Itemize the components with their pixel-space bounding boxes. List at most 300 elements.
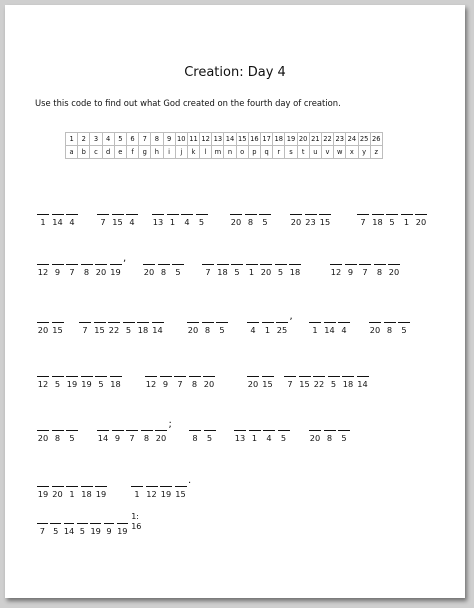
- letter-blank[interactable]: [37, 311, 49, 335]
- answer-line[interactable]: [305, 203, 317, 215]
- answer-line[interactable]: [172, 253, 184, 265]
- answer-line[interactable]: [112, 419, 124, 431]
- answer-line[interactable]: [276, 311, 288, 323]
- letter-blank[interactable]: [401, 203, 413, 227]
- answer-line[interactable]: [110, 253, 122, 265]
- puzzle-word: [234, 419, 292, 443]
- letter-blank[interactable]: [415, 203, 427, 227]
- letter-blank[interactable]: [263, 419, 275, 443]
- clue-number: 8: [143, 433, 150, 443]
- letter-blank[interactable]: [345, 253, 357, 277]
- answer-line[interactable]: [384, 311, 396, 323]
- letter-blank[interactable]: [189, 419, 201, 443]
- answer-line[interactable]: [110, 365, 122, 377]
- answer-line[interactable]: [398, 311, 410, 323]
- answer-line[interactable]: [187, 311, 199, 323]
- letter-blank[interactable]: [37, 475, 49, 499]
- answer-line[interactable]: [95, 253, 107, 265]
- answer-line[interactable]: [181, 203, 193, 215]
- letter-blank[interactable]: [187, 311, 199, 335]
- answer-line[interactable]: [202, 311, 214, 323]
- letter-blank[interactable]: [117, 512, 128, 536]
- answer-line[interactable]: [64, 512, 75, 524]
- letter-blank[interactable]: [167, 203, 179, 227]
- letter-blank[interactable]: [357, 365, 369, 389]
- answer-line[interactable]: [152, 203, 164, 215]
- letter-blank[interactable]: [262, 365, 274, 389]
- letter-blank[interactable]: [398, 311, 410, 335]
- letter-blank[interactable]: [289, 253, 301, 277]
- answer-line[interactable]: [388, 253, 400, 265]
- answer-line[interactable]: [275, 253, 287, 265]
- letter-blank[interactable]: [95, 365, 107, 389]
- answer-line[interactable]: [81, 365, 93, 377]
- answer-line[interactable]: [37, 512, 48, 524]
- answer-line[interactable]: [372, 203, 384, 215]
- code-letter-cell: m: [212, 146, 224, 159]
- letter-blank[interactable]: [196, 203, 208, 227]
- letter-blank[interactable]: [37, 512, 48, 536]
- clue-number: 20: [230, 217, 242, 227]
- answer-line[interactable]: [52, 253, 64, 265]
- answer-line[interactable]: [386, 203, 398, 215]
- clue-number: 7: [129, 433, 135, 443]
- letter-blank[interactable]: [275, 253, 287, 277]
- letter-blank[interactable]: [384, 311, 396, 335]
- answer-line[interactable]: [50, 512, 61, 524]
- answer-line[interactable]: [359, 253, 371, 265]
- answer-line[interactable]: [290, 203, 302, 215]
- answer-line[interactable]: [167, 203, 179, 215]
- clue-number: 20: [95, 267, 107, 277]
- letter-blank[interactable]: [374, 253, 386, 277]
- answer-line[interactable]: [324, 311, 336, 323]
- answer-line[interactable]: [324, 419, 336, 431]
- answer-line[interactable]: [145, 365, 157, 377]
- letter-blank[interactable]: [247, 365, 259, 389]
- letter-blank[interactable]: [260, 253, 272, 277]
- answer-line[interactable]: [175, 475, 187, 487]
- letter-blank[interactable]: [234, 419, 246, 443]
- clue-number: 19: [90, 526, 101, 536]
- letter-blank[interactable]: [259, 203, 271, 227]
- answer-line[interactable]: [37, 365, 49, 377]
- letter-blank[interactable]: [160, 475, 172, 499]
- letter-blank[interactable]: [155, 419, 167, 443]
- answer-line[interactable]: [203, 365, 215, 377]
- letter-blank[interactable]: [81, 253, 93, 277]
- answer-line[interactable]: [345, 253, 357, 265]
- puzzle-word: [230, 203, 274, 227]
- clue-number: 20: [155, 433, 167, 443]
- answer-line[interactable]: [126, 419, 138, 431]
- letter-blank[interactable]: [276, 311, 288, 335]
- letter-blank[interactable]: [313, 365, 325, 389]
- letter-blank[interactable]: [77, 512, 88, 536]
- letter-blank[interactable]: [146, 475, 158, 499]
- letter-blank[interactable]: [319, 203, 331, 227]
- clue-number: 7: [205, 267, 211, 277]
- letter-blank[interactable]: [81, 475, 93, 499]
- letter-blank[interactable]: [245, 203, 257, 227]
- letter-blank[interactable]: [386, 203, 398, 227]
- answer-line[interactable]: [247, 311, 259, 323]
- clue-number: 7: [100, 217, 106, 227]
- letter-blank[interactable]: [95, 253, 107, 277]
- answer-line[interactable]: [126, 203, 138, 215]
- letter-blank[interactable]: [145, 365, 157, 389]
- letter-blank[interactable]: [359, 253, 371, 277]
- letter-blank[interactable]: [52, 419, 64, 443]
- letter-blank[interactable]: [305, 203, 317, 227]
- answer-line[interactable]: [217, 253, 229, 265]
- answer-line[interactable]: [174, 365, 186, 377]
- clue-number: 8: [326, 433, 333, 443]
- letter-blank[interactable]: [50, 512, 61, 536]
- answer-line[interactable]: [338, 311, 350, 323]
- letter-blank[interactable]: [108, 311, 120, 335]
- puzzle-word: [189, 419, 218, 443]
- answer-line[interactable]: [117, 512, 128, 524]
- letter-blank[interactable]: [328, 365, 340, 389]
- clue-number: 7: [362, 267, 368, 277]
- clue-number: 8: [376, 267, 383, 277]
- clue-number: 19: [95, 489, 107, 499]
- clue-number: 8: [160, 267, 167, 277]
- letter-blank[interactable]: [66, 475, 78, 499]
- answer-line[interactable]: [81, 253, 93, 265]
- answer-line[interactable]: [202, 253, 214, 265]
- answer-line[interactable]: [155, 419, 167, 431]
- answer-line[interactable]: [263, 419, 275, 431]
- clue-number: 14: [52, 217, 63, 227]
- letter-blank[interactable]: [131, 475, 143, 499]
- answer-line[interactable]: [95, 365, 107, 377]
- clue-number: 15: [52, 325, 63, 335]
- clue-number: 14: [324, 325, 335, 335]
- code-letter-cell: w: [334, 146, 346, 159]
- code-number-cell: 3: [90, 133, 102, 146]
- code-letter-cell: p: [248, 146, 260, 159]
- answer-line[interactable]: [234, 419, 246, 431]
- letter-blank[interactable]: [66, 419, 78, 443]
- letter-blank[interactable]: [152, 311, 164, 335]
- answer-line[interactable]: [196, 203, 208, 215]
- answer-line[interactable]: [309, 419, 321, 431]
- answer-line[interactable]: [52, 365, 64, 377]
- letter-blank[interactable]: [37, 419, 49, 443]
- answer-line[interactable]: [131, 475, 143, 487]
- letter-blank[interactable]: [246, 253, 258, 277]
- answer-line[interactable]: [357, 365, 369, 377]
- letter-blank[interactable]: [37, 203, 49, 227]
- clue-number: 5: [125, 325, 132, 335]
- letter-blank[interactable]: [338, 311, 350, 335]
- answer-line[interactable]: [249, 419, 261, 431]
- letter-blank[interactable]: [81, 365, 93, 389]
- answer-line[interactable]: [189, 365, 201, 377]
- puzzle-word: [357, 203, 430, 227]
- letter-blank[interactable]: [158, 253, 170, 277]
- letter-blank[interactable]: [95, 475, 107, 499]
- answer-line[interactable]: [112, 203, 124, 215]
- answer-line[interactable]: [37, 475, 49, 487]
- answer-line[interactable]: [37, 311, 49, 323]
- answer-line[interactable]: [259, 203, 271, 215]
- answer-line[interactable]: [289, 253, 301, 265]
- letter-blank[interactable]: [284, 365, 296, 389]
- letter-blank[interactable]: [112, 419, 124, 443]
- answer-line[interactable]: [319, 203, 331, 215]
- answer-line[interactable]: [374, 253, 386, 265]
- clue-number: 5: [53, 526, 59, 536]
- letter-blank[interactable]: [357, 203, 369, 227]
- answer-line[interactable]: [299, 365, 311, 377]
- answer-line[interactable]: [52, 419, 64, 431]
- letter-blank[interactable]: [278, 419, 290, 443]
- letter-blank[interactable]: [388, 253, 400, 277]
- answer-line[interactable]: [94, 311, 106, 323]
- letter-blank[interactable]: [79, 311, 91, 335]
- code-number-cell: 13: [212, 133, 224, 146]
- answer-line[interactable]: [37, 253, 49, 265]
- clue-number: 9: [162, 379, 169, 389]
- letter-blank[interactable]: [66, 253, 78, 277]
- answer-line[interactable]: [245, 203, 257, 215]
- clue-number: 5: [262, 217, 268, 227]
- answer-line[interactable]: [278, 419, 290, 431]
- answer-line[interactable]: [330, 253, 342, 265]
- letter-blank[interactable]: [290, 203, 302, 227]
- letter-blank[interactable]: [152, 203, 164, 227]
- answer-line[interactable]: [52, 475, 64, 487]
- code-letter-cell: c: [90, 146, 102, 159]
- answer-line[interactable]: [204, 419, 216, 431]
- code-letter-cell: x: [346, 146, 358, 159]
- code-number-cell: 6: [126, 133, 138, 146]
- letter-blank[interactable]: [97, 419, 109, 443]
- answer-line[interactable]: [66, 365, 78, 377]
- letter-blank[interactable]: [126, 419, 138, 443]
- clue-number: 5: [219, 325, 225, 335]
- letter-blank[interactable]: [216, 311, 228, 335]
- letter-blank[interactable]: [110, 365, 122, 389]
- clue-number: 7: [360, 217, 366, 227]
- letter-blank[interactable]: [104, 512, 115, 536]
- code-letter-cell: l: [200, 146, 212, 159]
- letter-blank[interactable]: [97, 203, 109, 227]
- answer-line[interactable]: [77, 512, 88, 524]
- answer-line[interactable]: [342, 365, 354, 377]
- letter-blank[interactable]: [342, 365, 354, 389]
- puzzle-word: [37, 253, 126, 277]
- clue-number: 4: [184, 217, 190, 227]
- clue-number: 20: [187, 325, 199, 335]
- code-number-cell: 2: [78, 133, 90, 146]
- answer-line[interactable]: [137, 311, 149, 323]
- letter-blank[interactable]: [247, 311, 259, 335]
- letter-blank[interactable]: [90, 512, 101, 536]
- answer-line[interactable]: [37, 203, 49, 215]
- answer-line[interactable]: [309, 311, 321, 323]
- letter-blank[interactable]: [110, 253, 122, 277]
- letter-blank[interactable]: [112, 203, 124, 227]
- answer-line[interactable]: [97, 203, 109, 215]
- letter-blank[interactable]: [52, 475, 64, 499]
- code-letter-cell: n: [224, 146, 236, 159]
- answer-line[interactable]: [357, 203, 369, 215]
- code-letter-cell: q: [261, 146, 273, 159]
- letter-blank[interactable]: [37, 253, 49, 277]
- letter-blank[interactable]: [37, 365, 49, 389]
- code-letter-cell: y: [358, 146, 370, 159]
- answer-line[interactable]: [90, 512, 101, 524]
- letter-blank[interactable]: [52, 311, 64, 335]
- code-letter-cell: f: [126, 146, 138, 159]
- answer-line[interactable]: [81, 475, 93, 487]
- letter-blank[interactable]: [52, 203, 64, 227]
- clue-number: 4: [341, 325, 347, 335]
- letter-blank[interactable]: [181, 203, 193, 227]
- answer-line[interactable]: [247, 365, 259, 377]
- letter-blank[interactable]: [204, 419, 216, 443]
- answer-line[interactable]: [338, 419, 350, 431]
- answer-line[interactable]: [160, 475, 172, 487]
- answer-line[interactable]: [230, 203, 242, 215]
- answer-line[interactable]: [284, 365, 296, 377]
- clue-number: 20: [290, 217, 302, 227]
- letter-blank[interactable]: [249, 419, 261, 443]
- letter-blank[interactable]: [66, 203, 78, 227]
- letter-blank[interactable]: [174, 365, 186, 389]
- answer-line[interactable]: [216, 311, 228, 323]
- clue-number: 13: [152, 217, 164, 227]
- code-letter-cell: a: [66, 146, 78, 159]
- letter-blank[interactable]: [324, 311, 336, 335]
- letter-blank[interactable]: [175, 475, 187, 499]
- answer-line[interactable]: [260, 253, 272, 265]
- letter-blank[interactable]: [123, 311, 135, 335]
- letter-blank[interactable]: [52, 365, 64, 389]
- answer-line[interactable]: [262, 311, 274, 323]
- letter-blank[interactable]: [202, 253, 214, 277]
- puzzle-word: [37, 311, 66, 335]
- clue-number: 14: [152, 325, 163, 335]
- letter-blank[interactable]: [372, 203, 384, 227]
- answer-line[interactable]: [313, 365, 325, 377]
- clue-number: 12: [146, 489, 157, 499]
- code-number-cell: 23: [334, 133, 346, 146]
- answer-line[interactable]: [146, 475, 158, 487]
- letter-blank[interactable]: [230, 203, 242, 227]
- answer-line[interactable]: [66, 475, 78, 487]
- letter-blank[interactable]: [330, 253, 342, 277]
- letter-blank[interactable]: [202, 311, 214, 335]
- answer-line[interactable]: [79, 311, 91, 323]
- answer-line[interactable]: [328, 365, 340, 377]
- answer-line[interactable]: [52, 311, 64, 323]
- clue-number: 25: [276, 325, 288, 335]
- answer-line[interactable]: [189, 419, 201, 431]
- letter-blank[interactable]: [309, 419, 321, 443]
- code-number-cell: 16: [248, 133, 260, 146]
- code-letter-cell: z: [370, 146, 382, 159]
- answer-line[interactable]: [143, 253, 155, 265]
- answer-line[interactable]: [52, 203, 64, 215]
- letter-blank[interactable]: [231, 253, 243, 277]
- clue-number: 15: [319, 217, 331, 227]
- puzzle-word: [145, 365, 218, 389]
- answer-line[interactable]: [95, 475, 107, 487]
- letter-blank[interactable]: [189, 365, 201, 389]
- clue-number: 9: [54, 267, 61, 277]
- letter-blank[interactable]: [137, 311, 149, 335]
- answer-line[interactable]: [152, 311, 164, 323]
- answer-line[interactable]: [158, 253, 170, 265]
- answer-line[interactable]: [262, 365, 274, 377]
- code-number-cell: 8: [151, 133, 163, 146]
- letter-blank[interactable]: [126, 203, 138, 227]
- letter-blank[interactable]: [66, 365, 78, 389]
- answer-line[interactable]: [108, 311, 120, 323]
- punctuation-mark: ,: [289, 311, 293, 322]
- letter-blank[interactable]: [262, 311, 274, 335]
- answer-line[interactable]: [231, 253, 243, 265]
- answer-line[interactable]: [415, 203, 427, 215]
- clue-number: 19: [110, 267, 121, 277]
- clue-number: 8: [191, 379, 198, 389]
- letter-blank[interactable]: [299, 365, 311, 389]
- clue-number: 22: [313, 379, 325, 389]
- letter-blank[interactable]: [338, 419, 350, 443]
- answer-line[interactable]: [369, 311, 381, 323]
- answer-line[interactable]: [141, 419, 153, 431]
- clue-number: 20: [260, 267, 272, 277]
- clue-number: 18: [342, 379, 354, 389]
- puzzle-word: [247, 311, 293, 335]
- answer-line[interactable]: [66, 419, 78, 431]
- answer-line[interactable]: [66, 203, 78, 215]
- letter-blank[interactable]: [160, 365, 172, 389]
- letter-blank[interactable]: [324, 419, 336, 443]
- answer-line[interactable]: [246, 253, 258, 265]
- clue-number: 20: [309, 433, 321, 443]
- answer-line[interactable]: [66, 253, 78, 265]
- letter-blank[interactable]: [217, 253, 229, 277]
- letter-blank[interactable]: [141, 419, 153, 443]
- letter-blank[interactable]: [203, 365, 215, 389]
- letter-blank[interactable]: [369, 311, 381, 335]
- answer-line[interactable]: [97, 419, 109, 431]
- answer-line[interactable]: [160, 365, 172, 377]
- code-number-cell: 10: [175, 133, 187, 146]
- answer-line[interactable]: [401, 203, 413, 215]
- answer-line[interactable]: [37, 419, 49, 431]
- code-number-row: [66, 133, 383, 146]
- letter-blank[interactable]: [309, 311, 321, 335]
- letter-blank[interactable]: [94, 311, 106, 335]
- letter-blank[interactable]: [64, 512, 75, 536]
- clue-number: 20: [388, 267, 400, 277]
- answer-line[interactable]: [123, 311, 135, 323]
- answer-line[interactable]: [104, 512, 115, 524]
- letter-blank[interactable]: [143, 253, 155, 277]
- letter-blank[interactable]: [52, 253, 64, 277]
- clue-number: 5: [54, 379, 61, 389]
- clue-number: 20: [247, 379, 259, 389]
- letter-blank[interactable]: [172, 253, 184, 277]
- clue-number: 1: [134, 489, 140, 499]
